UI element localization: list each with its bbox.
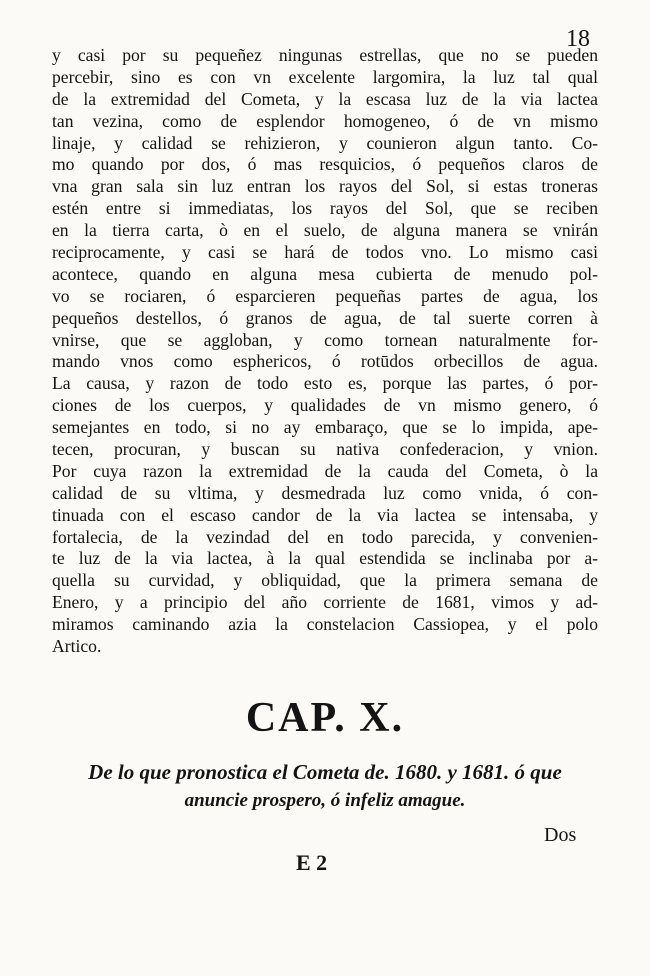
text-line: vnirse, que se aggloban, y como tornean naturalmente for- <box>52 329 598 350</box>
body-text <box>52 45 598 658</box>
catchword: Dos <box>544 824 577 846</box>
chapter-subtitle-line-1: De lo que pronostica el Cometa de. 1680. y 1681. ó que <box>88 760 562 784</box>
text-line: de la extremidad del Cometa, y la escasa luz de la via lactea <box>52 88 598 109</box>
text-line: acontece, quando en alguna mesa cubierta de menudo pol- <box>52 263 598 284</box>
text-line: tan vezina, como de esplendor homogeneo, ó de vn mismo <box>52 110 598 131</box>
text-line: te luz de la via lactea, à la qual estendida se inclinaba por a- <box>52 548 598 569</box>
page-number: 18 <box>566 26 590 52</box>
text-line: y casi por su pequeñez ningunas estrellas, que no se pueden <box>52 45 598 65</box>
chapter-subtitle-line-2: anuncie prospero, ó infeliz amague. <box>184 790 466 811</box>
text-line: Enero, y a principio del año corriente de 1681, vimos y ad- <box>52 592 598 613</box>
text-line: La causa, y razon de todo esto es, porque las partes, ó por- <box>52 373 598 394</box>
text-line: en la tierra carta, ò en el suelo, de alguna manera se vnirán <box>52 220 598 241</box>
signature-mark: E 2 <box>296 850 328 875</box>
text-line: miramos caminando azia la constelacion Cassiopea, y el polo <box>52 614 598 635</box>
text-line: vna gran sala sin luz entran los rayos del Sol, si estas troneras <box>52 176 598 197</box>
text-line: quella su curvidad, y obliquidad, que la primera semana de <box>52 570 598 591</box>
text-line: ciones de los cuerpos, y qualidades de vn mismo genero, ó <box>52 395 598 416</box>
text-line: tecen, procuran, y buscan su nativa confederacion, y vnion. <box>52 439 598 460</box>
text-line: mo quando por dos, ó mas resquicios, ó pequeños claros de <box>52 154 598 175</box>
text-line: Por cuya razon la extremidad de la cauda del Cometa, ò la <box>52 460 598 481</box>
text-line: calidad de su vltima, y desmedrada luz como vnida, ó con- <box>52 482 598 503</box>
text-line: percebir, sino es con vn excelente largomira, la luz tal qual <box>52 66 598 87</box>
text-line: pequeños destellos, ó granos de agua, de tal suerte corren à <box>52 307 598 328</box>
text-line: semejantes en todo, si no ay embaraço, que se lo impida, ape- <box>52 417 598 438</box>
text-line: reciprocamente, y casi se hará de todos vno. Lo mismo casi <box>52 242 598 263</box>
text-line: tinuada con el escaso candor de la via lactea se intensaba, y <box>52 504 598 525</box>
text-line: estén entre si immediatas, los rayos del Sol, que se reciben <box>52 198 598 219</box>
chapter-heading: CAP. X. <box>245 695 405 741</box>
text-line: mando vnos como esphericos, ó rotūdos orbecillos de agua. <box>52 351 598 372</box>
text-line: vo se rociaren, ó esparcieren pequeñas partes de agua, los <box>52 285 598 306</box>
text-line: Artico. <box>52 636 102 657</box>
text-line: fortalecia, de la vezindad del en todo parecida, y convenien- <box>52 526 598 547</box>
text-line: linaje, y calidad se rehizieron, y counieron algun tanto. Co- <box>52 132 598 153</box>
